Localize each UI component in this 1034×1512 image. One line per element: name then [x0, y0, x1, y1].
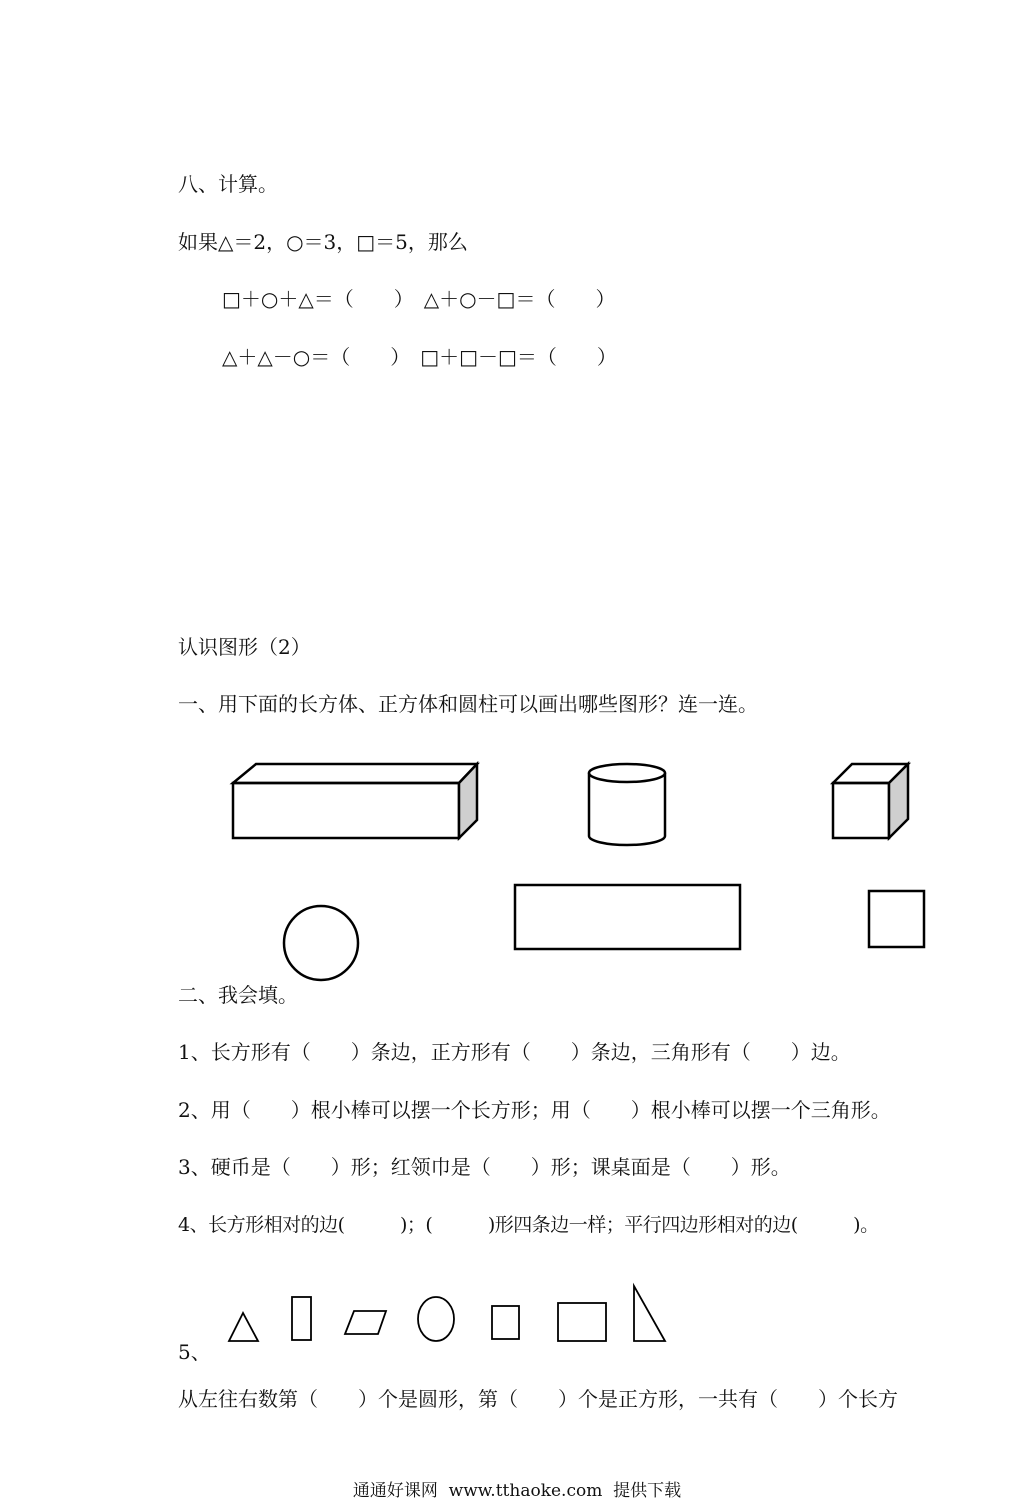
parallelogram-shape — [345, 1311, 386, 1334]
q2-item-5-label: 5、 — [178, 1340, 211, 1364]
q2-title: 二、我会填。 — [178, 983, 298, 1007]
q2-item-2: 2、用（ ）根小棒可以摆一个长方形；用（ ）根小棒可以摆一个三角形。 — [178, 1098, 891, 1122]
section8-row1: □＋○＋△＝（ ） △＋○－□＝（ ） — [222, 287, 616, 311]
footer-credit: 通通好课网 www.tthaoke.com 提供下载 — [352, 1481, 682, 1501]
q1-title: 一、用下面的长方体、正方体和圆柱可以画出哪些图形？连一连。 — [178, 692, 758, 716]
ellipse-shape — [418, 1297, 454, 1341]
section8-row2: △＋△－○＝（ ） □＋□－□＝（ ） — [222, 345, 617, 369]
section8-given: 如果△＝2，○＝3，□＝5，那么 — [178, 230, 468, 254]
unit-title: 认识图形（2） — [178, 635, 311, 659]
section8-title: 八、计算。 — [178, 172, 278, 196]
right-triangle-shape — [634, 1286, 665, 1341]
q2-item-1: 1、长方形有（ ）条边，正方形有（ ）条边，三角形有（ ）边。 — [178, 1040, 851, 1064]
q2-item-4: 4、长方形相对的边( )；( )形四条边一样；平行四边形相对的边( )。 — [178, 1214, 879, 1236]
small-square-shape — [492, 1306, 519, 1339]
triangle-shape — [229, 1313, 258, 1341]
rectangle-item5-shape — [558, 1303, 606, 1341]
tall-rectangle-shape — [292, 1297, 311, 1340]
q2-item-5-text: 从左往右数第（ ）个是圆形，第（ ）个是正方形，一共有（ ）个长方 — [178, 1387, 898, 1411]
q2-item-3: 3、硬币是（ ）形；红领巾是（ ）形；课桌面是（ ）形。 — [178, 1155, 791, 1179]
